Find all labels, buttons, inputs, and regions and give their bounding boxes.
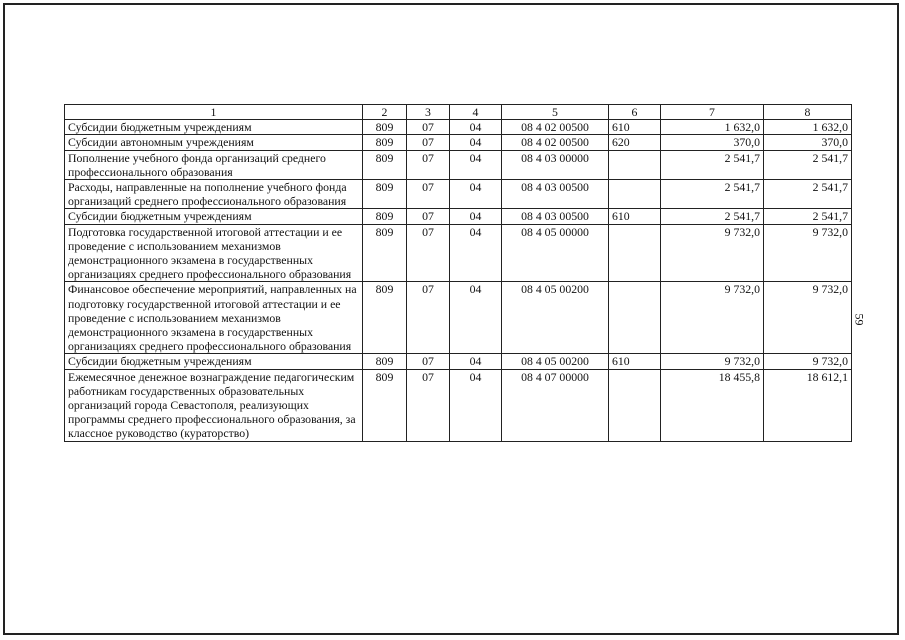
target-code: 08 4 03 00000 bbox=[502, 150, 609, 179]
target-code: 08 4 03 00500 bbox=[502, 209, 609, 224]
type-code: 610 bbox=[609, 120, 661, 135]
ministry-code: 809 bbox=[363, 180, 407, 209]
header-cell: 8 bbox=[764, 105, 852, 120]
header-cell: 2 bbox=[363, 105, 407, 120]
header-cell: 3 bbox=[407, 105, 450, 120]
section-code: 07 bbox=[407, 180, 450, 209]
table-row bbox=[65, 150, 852, 179]
expense-name: Ежемесячное денежное вознаграждение педагогическим работникам государственных образовательных организаций города Севастополя, реализующих программы среднего профессионального образования, за классное руководство (кураторство) bbox=[65, 369, 363, 441]
table-row bbox=[65, 135, 852, 150]
amount-1: 9 732,0 bbox=[661, 282, 764, 354]
ministry-code: 809 bbox=[363, 209, 407, 224]
expense-name: Пополнение учебного фонда организаций среднего профессионального образования bbox=[65, 150, 363, 179]
header-cell: 7 bbox=[661, 105, 764, 120]
amount-1: 2 541,7 bbox=[661, 180, 764, 209]
type-code bbox=[609, 180, 661, 209]
amount-1: 2 541,7 bbox=[661, 150, 764, 179]
amount-2: 18 612,1 bbox=[764, 369, 852, 441]
target-code: 08 4 05 00200 bbox=[502, 282, 609, 354]
ministry-code: 809 bbox=[363, 120, 407, 135]
target-code: 08 4 05 00200 bbox=[502, 354, 609, 369]
ministry-code: 809 bbox=[363, 135, 407, 150]
amount-2: 9 732,0 bbox=[764, 224, 852, 282]
amount-2: 2 541,7 bbox=[764, 150, 852, 179]
table-row bbox=[65, 180, 852, 209]
ministry-code: 809 bbox=[363, 369, 407, 441]
expense-name: Субсидии автономным учреждениям bbox=[65, 135, 363, 150]
subsection-code: 04 bbox=[450, 282, 502, 354]
amount-1: 9 732,0 bbox=[661, 354, 764, 369]
expense-name: Субсидии бюджетным учреждениям bbox=[65, 354, 363, 369]
type-code: 620 bbox=[609, 135, 661, 150]
section-code: 07 bbox=[407, 369, 450, 441]
amount-1: 18 455,8 bbox=[661, 369, 764, 441]
subsection-code: 04 bbox=[450, 120, 502, 135]
section-code: 07 bbox=[407, 209, 450, 224]
subsection-code: 04 bbox=[450, 180, 502, 209]
header-cell: 1 bbox=[65, 105, 363, 120]
type-code bbox=[609, 224, 661, 282]
ministry-code: 809 bbox=[363, 282, 407, 354]
subsection-code: 04 bbox=[450, 135, 502, 150]
target-code: 08 4 02 00500 bbox=[502, 120, 609, 135]
type-code: 610 bbox=[609, 209, 661, 224]
amount-2: 1 632,0 bbox=[764, 120, 852, 135]
type-code bbox=[609, 282, 661, 354]
subsection-code: 04 bbox=[450, 150, 502, 179]
header-row bbox=[65, 105, 852, 120]
section-code: 07 bbox=[407, 120, 450, 135]
target-code: 08 4 07 00000 bbox=[502, 369, 609, 441]
section-code: 07 bbox=[407, 282, 450, 354]
subsection-code: 04 bbox=[450, 209, 502, 224]
expense-name: Субсидии бюджетным учреждениям bbox=[65, 120, 363, 135]
subsection-code: 04 bbox=[450, 354, 502, 369]
amount-1: 2 541,7 bbox=[661, 209, 764, 224]
type-code: 610 bbox=[609, 354, 661, 369]
type-code bbox=[609, 150, 661, 179]
table-row bbox=[65, 120, 852, 135]
section-code: 07 bbox=[407, 150, 450, 179]
budget-table bbox=[64, 104, 852, 442]
table-row bbox=[65, 282, 852, 354]
section-code: 07 bbox=[407, 135, 450, 150]
type-code bbox=[609, 369, 661, 441]
subsection-code: 04 bbox=[450, 369, 502, 441]
amount-1: 370,0 bbox=[661, 135, 764, 150]
header-cell: 5 bbox=[502, 105, 609, 120]
target-code: 08 4 02 00500 bbox=[502, 135, 609, 150]
section-code: 07 bbox=[407, 354, 450, 369]
header-cell: 4 bbox=[450, 105, 502, 120]
page-number: 59 bbox=[852, 313, 867, 326]
amount-2: 9 732,0 bbox=[764, 282, 852, 354]
amount-1: 9 732,0 bbox=[661, 224, 764, 282]
table-row bbox=[65, 354, 852, 369]
table-row bbox=[65, 224, 852, 282]
amount-1: 1 632,0 bbox=[661, 120, 764, 135]
amount-2: 370,0 bbox=[764, 135, 852, 150]
amount-2: 9 732,0 bbox=[764, 354, 852, 369]
section-code: 07 bbox=[407, 224, 450, 282]
ministry-code: 809 bbox=[363, 224, 407, 282]
table-row bbox=[65, 209, 852, 224]
ministry-code: 809 bbox=[363, 150, 407, 179]
header-cell: 6 bbox=[609, 105, 661, 120]
amount-2: 2 541,7 bbox=[764, 209, 852, 224]
target-code: 08 4 05 00000 bbox=[502, 224, 609, 282]
target-code: 08 4 03 00500 bbox=[502, 180, 609, 209]
amount-2: 2 541,7 bbox=[764, 180, 852, 209]
expense-name: Подготовка государственной итоговой аттестации и ее проведение с использованием механизмов демонстрационного экзамена в государственных организациях среднего профессионального образования bbox=[65, 224, 363, 282]
subsection-code: 04 bbox=[450, 224, 502, 282]
ministry-code: 809 bbox=[363, 354, 407, 369]
expense-name: Субсидии бюджетным учреждениям bbox=[65, 209, 363, 224]
expense-name: Финансовое обеспечение мероприятий, направленных на подготовку государственной итоговой аттестации и ее проведение с использованием механизмов демонстрационного экзамена в государственных организациях среднего профессионального образования bbox=[65, 282, 363, 354]
expense-name: Расходы, направленные на пополнение учебного фонда организаций среднего профессионального образования bbox=[65, 180, 363, 209]
table-row bbox=[65, 369, 852, 441]
